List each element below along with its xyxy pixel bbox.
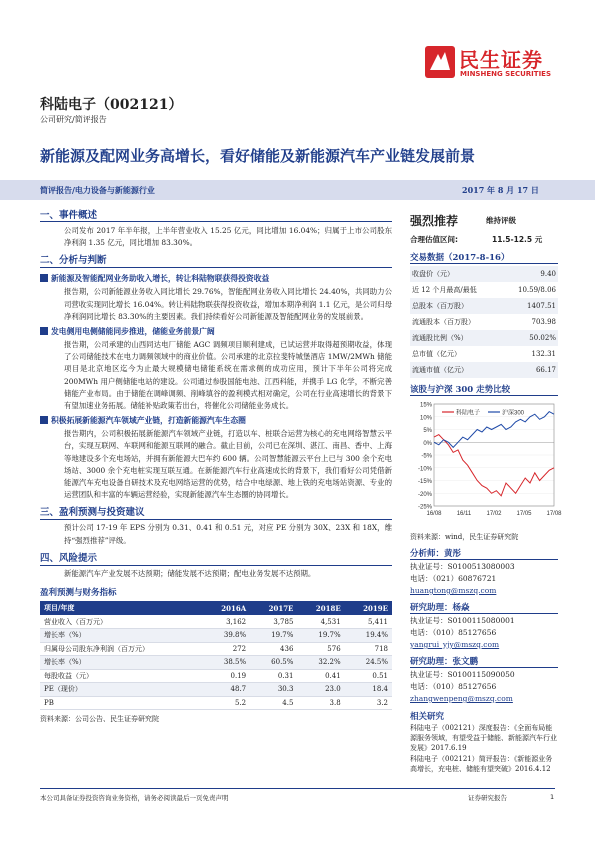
- forecast-cell: 3.8: [297, 696, 344, 710]
- trading-row: [410, 362, 558, 378]
- company-name: 科陆电子（002121）: [40, 97, 183, 113]
- trading-row: [410, 346, 558, 362]
- forecast-header-cell: 2017E: [250, 601, 297, 615]
- trading-table: [410, 266, 558, 378]
- related-item: 科陆电子（002121）深度报告：《全面布局能源服务领域，有望受益于储能、新能源汽车行业发展》2017.6.19: [410, 724, 557, 752]
- forecast-cell: 48.7: [203, 683, 250, 697]
- analyst-block: [410, 601, 558, 650]
- x-tick-label: 17/02: [486, 511, 502, 517]
- trading-label: 流通股比例（%）: [410, 330, 502, 346]
- related-title: 相关研究: [410, 712, 445, 722]
- band-label: 简评报告/电力设备与新能源行业: [40, 185, 155, 195]
- forecast-cell: 增长率（%）: [40, 629, 203, 643]
- x-tick-label: 17/05: [516, 511, 532, 517]
- forecast-row: [40, 642, 392, 656]
- subhead-2: 发电侧用电侧储能同步推进，储能业务前景广阔: [51, 327, 215, 337]
- forecast-cell: 增长率（%）: [40, 656, 203, 670]
- valuation-range: 11.5-12.5 元: [492, 235, 543, 244]
- forecast-header-cell: 2016A: [203, 601, 250, 615]
- analyst-title: 分析师：黄彤: [410, 547, 558, 560]
- forecast-row: [40, 615, 392, 629]
- divider: [40, 519, 392, 520]
- forecast-cell: 24.5%: [345, 656, 392, 670]
- trading-value: 50.02%: [502, 330, 558, 346]
- rating-maintain: 维持评级: [486, 216, 516, 225]
- trading-value: 1407.51: [502, 298, 558, 314]
- rating-row: [410, 212, 558, 230]
- analyst-block: [410, 547, 558, 596]
- section-2-title: 二、分析与判断: [40, 255, 107, 267]
- forecast-cell: 3,162: [203, 615, 250, 629]
- bullet-icon: [40, 274, 48, 282]
- forecast-source: 资料来源：公司公告、民生证券研究院: [40, 715, 159, 724]
- trading-row: [410, 266, 558, 282]
- section-1-title: 一、事件概述: [40, 210, 98, 221]
- forecast-cell: 5.2: [203, 696, 250, 710]
- forecast-cell: 30.3: [250, 683, 297, 697]
- forecast-cell: 0.19: [203, 669, 250, 683]
- analyst-email[interactable]: yangrui_yjy@mszq.com: [410, 640, 500, 649]
- y-tick-label: -20%: [417, 491, 432, 498]
- forecast-cell: 5,411: [345, 615, 392, 629]
- sidebar: [410, 212, 562, 774]
- section-4-title: 四、风险提示: [40, 552, 98, 564]
- forecast-header-cell: 2019E: [345, 601, 392, 615]
- forecast-cell: 18.4: [345, 683, 392, 697]
- trading-row: [410, 330, 558, 346]
- trading-row: [410, 282, 558, 298]
- trading-row: [410, 298, 558, 314]
- forecast-row: [40, 669, 392, 683]
- related-list: [410, 723, 558, 774]
- y-tick-label: -25%: [417, 504, 432, 511]
- forecast-header-cell: 项目/年度: [40, 601, 203, 615]
- forecast-title: 盈利预测与财务指标: [40, 588, 117, 599]
- trading-value: 9.40: [502, 266, 558, 282]
- trading-value: 66.17: [502, 362, 558, 378]
- forecast-cell: 23.0: [297, 683, 344, 697]
- footer-divider: [40, 788, 555, 789]
- trading-value: 132.31: [531, 350, 556, 358]
- section-4-text: 新能源汽车产业发展不达预期；储能发展不达预期；配电业务发展不达预期。: [64, 568, 316, 578]
- page-number: 1: [550, 793, 555, 801]
- analyst-title: 研究助理：杨焱: [410, 601, 558, 614]
- subhead-3-row: [40, 415, 392, 426]
- trading-label: 流通股本（百万股）: [412, 318, 475, 326]
- forecast-cell: 4.5: [250, 696, 297, 710]
- analyst-phone: 电话：（010）85127656: [410, 682, 497, 691]
- trading-value: 10.59/8.06: [518, 286, 556, 294]
- forecast-cell: 3,785: [250, 615, 297, 629]
- forecast-row: [40, 683, 392, 697]
- brand-en: MINSHENG SECURITIES: [460, 70, 551, 78]
- forecast-cell: 0.41: [297, 669, 344, 683]
- valuation-label: 合理估值区间:: [410, 235, 458, 244]
- paragraph-1: 报告期，公司新能源业务收入同比增长 29.76%，智能配网业务收入同比增长 24.40%，共同助力公司营收实现同比增长 16.04%。转让科陆物联获得投资收益，增加本期净利润 1.1 亿元，是公司归母净利润同比增长 83.30%的主要因素。我们持续看好公司新能源及智能配网业务的发展前景。: [64, 287, 392, 321]
- subhead-3: 积极拓展新能源汽车领域产业链，打造新能源汽车生态圈: [51, 416, 246, 426]
- paragraph-3: 报告期内，公司积极拓展新能源汽车领域产业链，打造以车、桩联合运营为核心的充电网络智慧云平台，实现互联网、车联网和能源互联网的融合。截止目前，公司已在深圳、湛江、南昌、香中、上海等地建设多个充电场站，并拥有新能源大巴车约 600 辆。公司智慧能源云平台上已与 300 余个充电场站、3000 余个充电桩实现互联互通。在新能源汽车行业高速成长的背景下，我们看好公司凭借新能源汽车充电设备自研技术及充电网络运营的优势，结合中电绿源、地上铁的充电场站资源、专业的运营团队和丰富的车辆运营经验，实现新能源汽车生态圈的协同增长。: [64, 429, 392, 500]
- band-date: 2017 年 8 月 17 日: [462, 185, 539, 195]
- forecast-cell: 19.4%: [345, 629, 392, 643]
- related-item: 科陆电子（002121）简评报告：《新能源业务高增长，充电桩、储能有望突破》2016.4.12: [410, 755, 553, 773]
- bullet-icon: [40, 416, 48, 424]
- forecast-cell: 归属母公司股东净利润（百万元）: [40, 642, 203, 656]
- forecast-cell: 营业收入（百万元）: [40, 615, 203, 629]
- x-tick-label: 16/11: [456, 511, 472, 517]
- chart-source: 资料来源：wind，民生证券研究院: [410, 533, 519, 541]
- forecast-cell: 32.2%: [297, 656, 344, 670]
- forecast-row: [40, 629, 392, 643]
- forecast-cell: 576: [297, 642, 344, 656]
- analyst-block: [410, 655, 558, 704]
- section-1-text: 公司发布 2017 年半年报，上半年营业收入 15.25 亿元，同比增加 16.04%；归属于上市公司股东净利润 1.35 亿元，同比增加 83.30%。: [64, 226, 392, 248]
- forecast-cell: 0.31: [250, 669, 297, 683]
- y-tick-label: -10%: [417, 466, 432, 473]
- forecast-cell: 4,531: [297, 615, 344, 629]
- x-tick-label: 16/08: [426, 511, 442, 517]
- trading-label: 总股本（百万股）: [410, 298, 502, 314]
- divider: [40, 221, 392, 222]
- legend-label: 科陆电子: [456, 410, 481, 417]
- series-line: [434, 435, 554, 496]
- section-3-text: 预计公司 17-19 年 EPS 分别为 0.31、0.41 和 0.51 元，对应 PE 分别为 30X、23X 和 18X，维持“强烈推荐”评级。: [64, 523, 392, 545]
- analyst-title: 研究助理：张文鹏: [410, 655, 558, 668]
- y-tick-label: 5%: [423, 428, 432, 434]
- trading-value: 703.98: [531, 318, 556, 326]
- trading-label: 流通市值（亿元）: [410, 362, 502, 378]
- subhead-1: 新能源及智能配网业务助收入增长，转让科陆物联获得投资收益: [51, 274, 270, 284]
- y-tick-label: 15%: [419, 402, 432, 409]
- analyst-phone: 电话：（021）60876721: [410, 574, 497, 583]
- divider: [40, 565, 392, 566]
- report-title: 新能源及配网业务高增长，看好储能及新能源汽车产业链发展前景: [40, 147, 476, 165]
- analyst-cert: 执业证号：S0100513080003: [410, 562, 515, 571]
- forecast-cell: PE（现价）: [40, 683, 203, 697]
- y-tick-label: -5%: [421, 453, 432, 460]
- y-tick-label: 10%: [419, 415, 432, 422]
- forecast-cell: 3.2: [345, 696, 392, 710]
- forecast-cell: 19.7%: [297, 629, 344, 643]
- trading-label: 总市值（亿元）: [412, 350, 461, 358]
- forecast-cell: 39.8%: [203, 629, 250, 643]
- forecast-cell: PB: [40, 696, 203, 710]
- logo-icon: [425, 46, 455, 78]
- forecast-row: [40, 656, 392, 670]
- forecast-cell: 718: [345, 642, 392, 656]
- forecast-row: [40, 696, 392, 710]
- forecast-table: [40, 601, 392, 710]
- analyst-cert: 执业证号：S0100115080001: [410, 616, 515, 625]
- forecast-cell: 60.5%: [250, 656, 297, 670]
- rating-label: 强烈推荐: [410, 214, 459, 228]
- forecast-cell: 0.51: [345, 669, 392, 683]
- forecast-header-cell: 2018E: [297, 601, 344, 615]
- chart-title: 该股与沪深 300 走势比较: [410, 383, 558, 396]
- trading-label: 收盘价（元）: [410, 266, 502, 282]
- subhead-1-row: [40, 273, 392, 284]
- forecast-cell: 272: [203, 642, 250, 656]
- analyst-email[interactable]: huangtong@mszq.com: [410, 586, 497, 595]
- trading-title: 交易数据（2017-8-16）: [410, 251, 558, 264]
- main-column: [40, 207, 392, 724]
- price-chart: [410, 398, 562, 530]
- brand-logo: [425, 44, 555, 86]
- analyst-email[interactable]: zhangwenpeng@mszq.com: [410, 694, 513, 703]
- analyst-cert: 执业证号：S0100115090050: [410, 670, 515, 679]
- bullet-icon: [40, 327, 48, 335]
- section-3-title: 三、盈利预测与投资建议: [40, 507, 145, 519]
- footer-disclaimer: 本公司具备证券投资咨询业务资格，请务必阅读最后一页免责声明: [40, 794, 229, 802]
- divider: [40, 267, 392, 268]
- forecast-cell: 19.7%: [250, 629, 297, 643]
- analyst-list: [410, 547, 558, 704]
- y-tick-label: -15%: [417, 479, 432, 485]
- forecast-cell: 每股收益（元）: [40, 669, 203, 683]
- trading-row: [410, 314, 558, 330]
- report-category: 公司研究/简评报告: [40, 115, 107, 124]
- x-tick-label: 17/08: [546, 511, 562, 517]
- brand-cn: 民生证券: [459, 48, 543, 72]
- legend-label: 沪深300: [502, 410, 525, 417]
- analyst-phone: 电话：（010）85127656: [410, 628, 497, 637]
- subhead-2-row: [40, 326, 392, 337]
- trading-label: 近 12 个月最高/最低: [412, 286, 477, 294]
- forecast-cell: 436: [250, 642, 297, 656]
- footer-report-type: 证券研究报告: [468, 794, 507, 802]
- paragraph-2: 报告期，公司承建的山西同达电厂储能 AGC 调频项目顺利建成，已试运营并取得超预期收益，体现了公司储能技术在电力调频领域中的商业价值。公司承建的北京拉斐特城堡酒店 1MW/2MWh 储能项目是北京地区迄今为止最大规模储电储能系统在需求侧的成功应用，预计下半年公司将完成 200MWh 用户侧储能电站的建设。公司通过参股国能电池、江西科能，并携手 LG 化学，不断完善储能产业布局。由于储能在调峰调频、削峰填谷的盈利模式相对确定，公司在行业高速增长的背景下有望加速业务拓展。储能补贴政策若出台，将催化公司储能业务成长。: [64, 340, 392, 411]
- forecast-cell: 38.5%: [203, 656, 250, 670]
- y-tick-label: 0%: [423, 440, 432, 447]
- valuation-row: [410, 232, 558, 248]
